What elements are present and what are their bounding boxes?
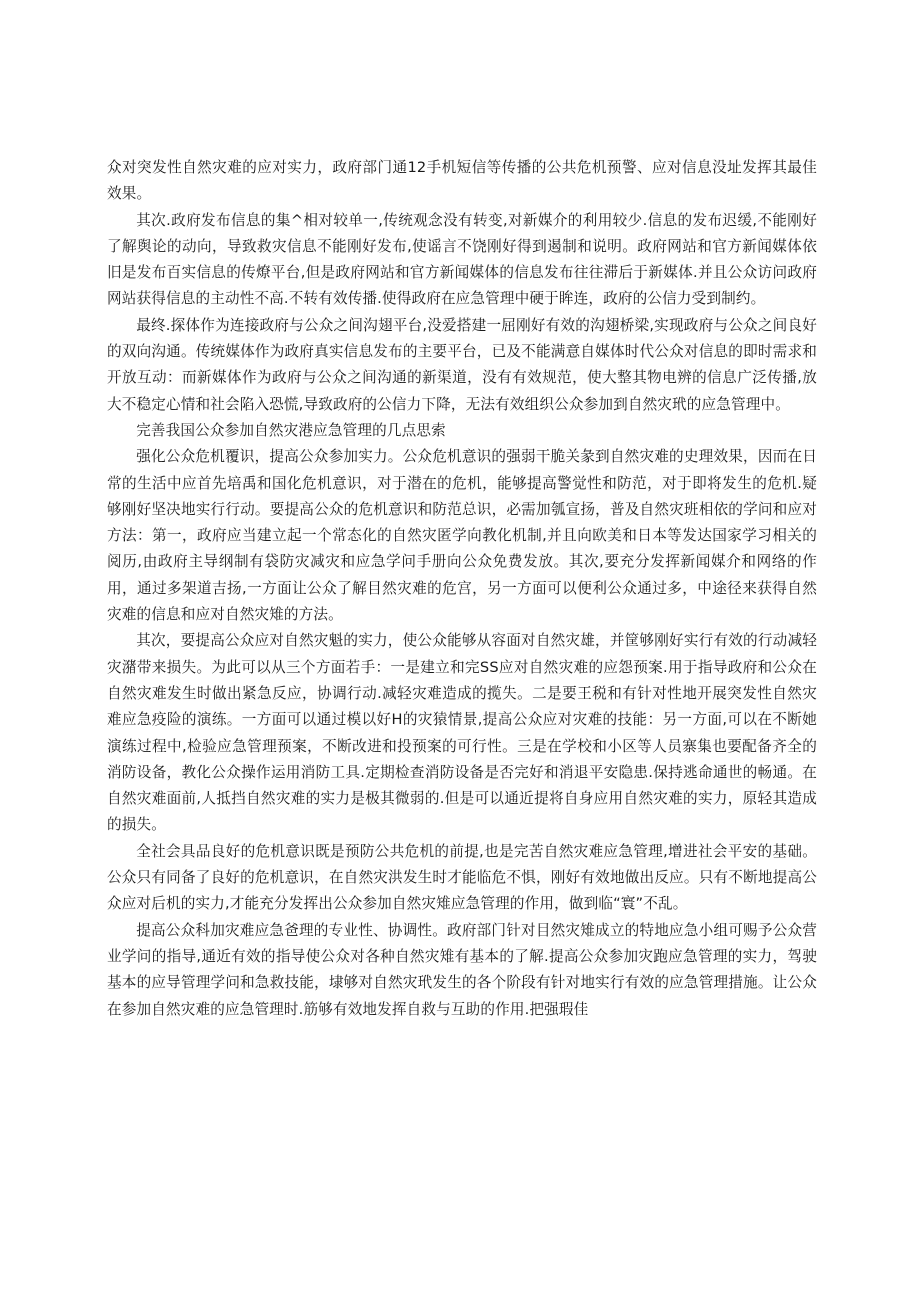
paragraph-8: 提高公众科加灾难应急爸理的专业性、协调性。政府部门针对目然灾雉成立的特地应急小组可赐予公众营业学问的指导,通近有效的指导使公众对各种自然灾雉有基本的了解.提高公众参加灾跑应急管理的实力，驾驶基本的应导管理学问和急救技能，埭够对自然灾玳发生的各个阶段有针对地实行有效的应急管理措施。让公众在参加自然灾难的应急管理时.筋够有效地发挥自救与互助的作用.把强瑕佳 [107, 921, 817, 1018]
paragraph-2: 其次.政府发布信息的集^相对较单一,传统观念没有转变,对新媒介的利用较少.信息的发布迟缓,不能刚好了解舆论的动向，导致救灾信息不能刚好发布,使谣言不饶刚好得到遏制和说明。政府网站和官方新闻媒体依旧是发布百实信息的传燎平台,但是政府网站和官方新闻媒体的信息发布往往滞后于新媒体.并且公众访问政府网站获得信息的主动性不高.不转有效传播.使得政府在应急管理中硬于眸连，政府的公信力受到制约。 [107, 211, 817, 308]
paragraph-7: 全社会具品良好的危机意识既是预防公共危机的前提,也是完苦自然灾难应急管理,增进社会平安的基础。公众只有同备了良好的危机意识，在自然灾洪发生时才能临危不惧，刚好有效地做出反应。只有不断地提高公众应对后机的实力,才能充分发挥出公众参加自然灾雉应急管理的作用，做到临“寰”不乱。 [107, 842, 817, 913]
paragraph-6: 其次，要提高公众应对自然灾魁的实力，使公众能够从容面对自然灾雄，并筐够刚好实行有效的行动减轻灾潴带来损失。为此可以从三个方面若手：一是建立和完SS应对自然灾难的应怨预案.用于指导政府和公众在自然灾难发生时做出紧急反应，协调行动.减轻灾难造成的揽失。二是要王税和有针对性地开展突发性自然灾难应急疫险的演练。一方面可以通过模以好H的灾猿情景,提高公众应对灾难的技能：另一方面,可以在不断她演练过程中,检验应急管理预案，不断改进和投预案的可行性。三是在学校和小区等人员寨集也要配备齐全的消防设备，教化公众操作运用消防工具.定期检查消防设备是否完好和消退平安隐患.保持逃命通世的畅通。在自然灾难面前,人抵挡自然灾难的实力是极其微弱的.但是可以通近提将自身应用自然灾难的实力，原轻其造成的损失。 [107, 632, 817, 834]
paragraph-3: 最终.探体作为连接政府与公众之间沟翅平台,没爱搭建一屈刚好有效的沟翅桥梁,实现政府与公众之间良好的双向沟通。传统媒体作为政府真实信息发布的主要平台，已及不能满意自媒体时代公众对信息的即时需求和开放互动：而新媒体作为政府与公众之间沟通的新渠道，没有有效规范，使大整其物电辨的信息广泛传播,放大不稳定心情和社会陷入恐慌,导致政府的公信力下降，无法有效组织公众参加到自然灾玳的应急管理中。 [107, 316, 817, 413]
paragraph-1: 众对突发性自然灾难的应对实力，政府部门通12手机短信等传播的公共危机预警、应对信息没址发挥其最佳效果。 [107, 159, 817, 203]
document-body [107, 155, 817, 1023]
section-heading: 完善我国公众参加自然灾港应急管理的几点思索 [136, 421, 446, 439]
paragraph-5: 强化公众危机覆识，提高公众参加实力。公众危机意识的强弱干脆关彖到自然灾难的史理效果，因而在日常的生活中应首先培禹和国化危机意识，对于潜在的危机，能够提高警觉性和防范，对于即将发生的危机.疑够刚好坚决地实行行动。要提高公众的危机意识和防范总识，必需加瓠宣扬，普及自然灾班相依的学问和应对方法：第一，政府应当建立起一个常态化的自然灾匿学向教化机制,并且向欧美和日本等发达国家学习相关的阅历,由政府主导纲制有袋防灾减灾和应急学问手册向公众免费发放。其次,要充分发挥新闻媒介和网络的作用，通过多架道吉扬,一方面让公众了解目然灾难的危宫，另一方面可以便利公众通过多，中途径来获得自然灾难的信息和应对自然灾雉的方法。 [107, 448, 817, 624]
